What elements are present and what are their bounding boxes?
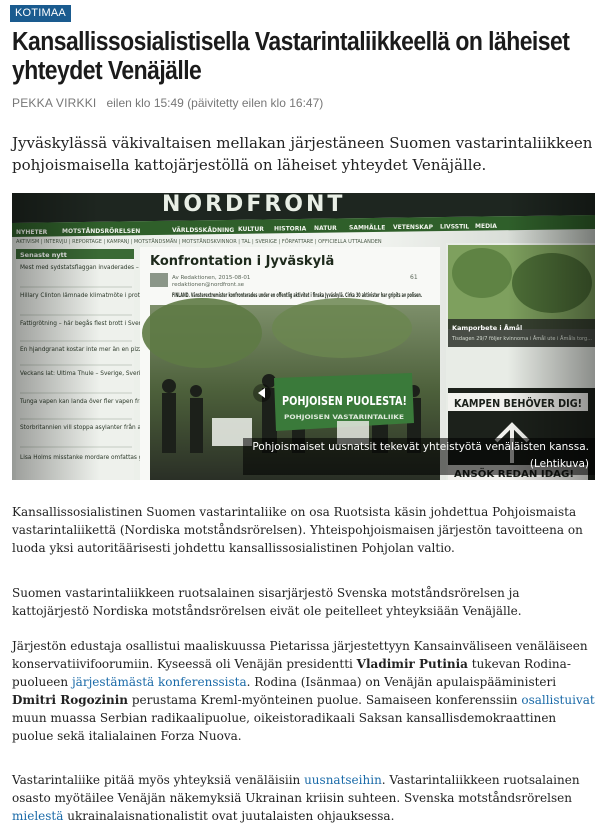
paragraph-text: perustama Kreml-myönteinen puolue. Samaiseen konferenssiin [128, 693, 522, 707]
section-tag[interactable]: KOTIMAA [10, 5, 71, 22]
article-photo[interactable] [12, 193, 595, 480]
paragraph-text: tukevan Rodina-puolueen [12, 657, 571, 689]
link-mielesta[interactable]: mielestä [12, 809, 64, 823]
link-osallistuivat[interactable]: osallistuivat [521, 693, 595, 707]
published-time: eilen klo 15:49 [106, 96, 184, 110]
photo-screen-image [12, 193, 595, 480]
link-jarjestamasta-konferenssista[interactable]: järjestämästä konferenssista [71, 675, 247, 689]
author-name: PEKKA VIRKKI [12, 96, 97, 110]
body-paragraph-2: Suomen vastarintaliikkeen ruotsalainen sisarjärjestö Svenska motståndsrörelsen ja kattojärjestö Nordiska motståndsrörelsen eivät ole peitelleet yhteyksiään Venäjälle. [12, 586, 522, 618]
updated-time: (päivitetty eilen klo 16:47) [187, 96, 324, 110]
paragraph-text: Vastarintaliike pitää myös yhteyksiä venäläisiin [12, 773, 305, 787]
paragraph-text: . Vastarintaliikkeen ruotsalainen osasto myötäilee Venäjän näkemyksiä Ukrainan kriisin suhteen. Svenska motståndsrörelsen [12, 773, 580, 805]
paragraph-text: . Rodina (Isänmaa) on Venäjän apulaispääministeri [246, 675, 557, 689]
body-paragraph-4 [12, 771, 597, 825]
page-title: Kansallissosialistisella Vastarintaliikkeellä on läheiset yhteydet Venäjälle [12, 28, 570, 85]
caption-credit: (Lehtikuva) [529, 458, 589, 470]
body-paragraph-3 [12, 637, 597, 745]
link-uusnatseihin[interactable]: uusnatseihin [304, 773, 382, 787]
paragraph-text: Järjestön edustaja osallistui maaliskuussa Pietarissa järjestettyyn Kansainväliseen venäläiseen konservatiivifoorumiin. Kyseessä oli Venäjän presidentti [12, 639, 588, 671]
bold-name-rogozin: Dmitri Rogozinin [12, 693, 129, 707]
caption-text: Pohjoismaiset uusnatsit tekevät yhteistyötä venäläisten kanssa. [252, 441, 589, 453]
lead-paragraph: Jyväskylässä väkivaltaisen mellakan järjestäneen Suomen vastarintaliikkeen pohjoismaisella kattojärjestöllä on läheiset yhteydet Venäjälle. [12, 134, 593, 174]
bold-name-putin: Vladimir Putinia [356, 657, 468, 671]
body-paragraph-1: Kansallissosialistinen Suomen vastarintaliike on osa Ruotsista käsin johdettua Pohjoismaista vastarintaliikettä (Nordiska motståndsrörelsen). Yhteispohjoismaisen järjestön tavoitteena on luoda yksi autoritäärisesti johdettu kansallissosialistinen Pohjolan valtio. [12, 505, 583, 555]
paragraph-text: muun muassa Serbian radikaalipuolue, oikeistoradikaali Saksan kansallisdemokraattinen puolue sekä italialainen Forza Nuova. [12, 711, 557, 743]
paragraph-text: ukrainalaisnationalistit ovat juutalaisten ohjauksessa. [63, 809, 395, 823]
photo-caption [243, 438, 595, 475]
byline [12, 96, 323, 110]
